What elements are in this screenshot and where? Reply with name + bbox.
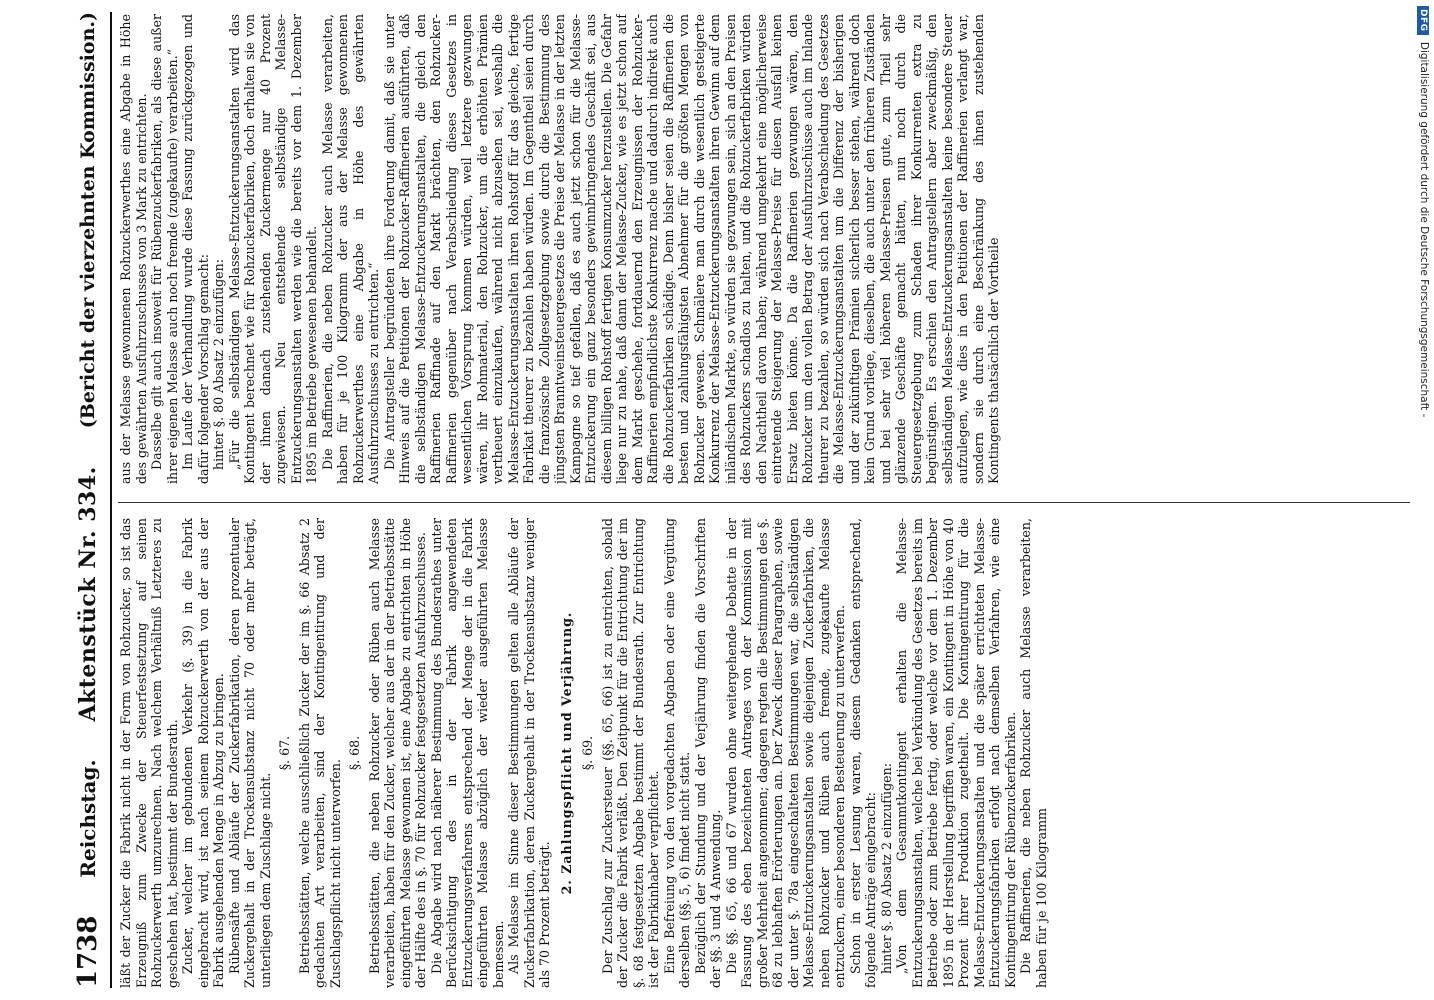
paragraph: Die Raffinerien, die neben Rohzucker auch Melasse verarbeiten, haben für je 100 Kilogramm der aus der Melasse gewonnenen Rohzuckerwerthes eine Abgabe in Höhe des gewährten Ausfuhrzuschusses zu entrichten.“ — [319, 14, 381, 484]
paragraph: „Für die selbständigen Melasse-Entzuckerungsanstalten wird das Kontingent berechnet wie für Rohzuckerfabriken, doch erhalten sie von der ihnen danach zustehenden Zuckermenge nur 40 Prozent zugewiesen. Neu entstehende selbständige Melasse-Entzuckerungsanstalten werden wie die bereits vor dem 1. Dezember 1895 im Betriebe gewesenen behandelt. — [226, 14, 319, 484]
paragraph: Im Laufe der Verhandlung wurde diese Fassung zurückgezogen und dafür folgender Vorschlag gemacht: — [180, 14, 211, 484]
paragraph: Der Zuschlag zur Zuckersteuer (§§. 65, 66) ist zu entrichten, sobald der Zucker die Fabrik verläßt. Den Zeitpunkt für die Entrichtung der im §. 68 festgesetzten Abgabe bestimmt der Bundesrath. Zur Entrichtung ist der Fabrikinhaber verpflichtet. — [599, 518, 661, 988]
paragraph: Betriebsstätten, welche ausschließlich Zucker der im §. 66 Absatz 2 gedachten Art verarbeiten, sind der Kontingentirung und der Zuschlagspflicht nicht unterworfen. — [296, 518, 343, 988]
page-number: 1738 — [73, 915, 103, 988]
dfg-logo: DFG — [1417, 6, 1429, 35]
paragraph: Zucker, welcher im gebundenen Verkehr (§. 39) in die Fabrik eingebracht wird, ist nach seinem Rohzuckerwerth von der aus der Fabrik ausgehenden Menge in Abzug zu bringen. — [180, 518, 226, 988]
paragraph: Die Raffinerien, die neben Rohzucker auch Melasse verarbeiten, haben für je 100 Kilogramm — [1018, 518, 1049, 988]
section-heading: §. 69. — [580, 735, 595, 771]
header-reichstag: Reichstag. — [76, 759, 100, 878]
chapter-heading: 2. Zahlungspflicht und Verjährung. — [558, 611, 574, 895]
paragraph: Die Abgabe wird nach näherer Bestimmung des Bundesrathes unter Berücksichtigung des in der Fabrik angewendeten Entzuckerungsverfahrens entsprechend der Menge der in die Fabrik eingeführten Melasse abzüglich der wieder ausgeführten Melasse bemessen. — [428, 518, 506, 988]
paragraph: Als Melasse im Sinne dieser Bestimmungen gelten alle Abläufe der Zuckerfabrikation, deren Zuckergehalt in der Trockensubstanz weniger als 70 Prozent beträgt. — [506, 518, 552, 988]
section-heading: §. 68. — [347, 735, 362, 771]
paragraph: hinter §. 80 Absatz 2 einzufügen: — [878, 763, 894, 974]
paragraph: hinter §. 80 Absatz 2 einzufügen: — [211, 259, 226, 470]
paragraph: aus der Melasse gewonnenen Rohzuckerwerthes eine Abgabe in Höhe des gewährten Ausfuhrzuschusses von 3 Mark zu entrichten. — [118, 14, 149, 484]
paragraph: „Von dem Gesammtkontingent erhalten die Melasse-Entzuckerungsanstalten, welche bei Verkündung des Gesetzes bereits im Betriebe oder zum Betriebe fertig, oder welche vor dem 1. Dezember 1895 in der Herstellung begriffen waren, ein Kontingent in Höhe von 40 Prozent ihrer Produktion zugetheilt. Die Kontingentirung für die Melasse-Entzuckerungsanstalten und die später errichteten Melasse-Entzuckerungsfabriken erfolgt nach demselben Verfahren, wie eine Kontingentirung der Rübenzuckerfabriken. — [894, 518, 1018, 988]
paragraph: Die §§. 65, 66 und 67 wurden ohne weitergehende Debatte in der Fassung des eben bezeichneten Antrages von der Kommission mit großer Mehrheit angenommen; dagegen regten die Bestimmungen des §. 68 zu lebhaften Erörterungen an. Der Zweck dieser Paragraphen, sowie der unter §. 78a eingeschalteten Bestimmungen war, die selbständigen Melasse-Entzuckerungsanstalten sowie diejenigen Zuckerfabriken, die neben Rohzucker und Rüben auch fremde, zugekaufte Melasse entzuckern, einer besonderen Besteuerung zu unterwerfen. — [723, 518, 847, 988]
column-divider — [118, 502, 1410, 503]
digitization-note-text: Digitalisierung gefördert durch die Deutsche Forschungsgemeinschaft - — [1418, 41, 1430, 418]
paragraph: Rübensäfte und Abläufe der Zuckerfabrikation, deren prozentualer Zuckergehalt in der Trockensubstanz nicht 70 oder mehr beträgt, unterliegen dem Zuschlage nicht. — [226, 518, 273, 988]
digitization-note — [1417, 6, 1430, 417]
left-text-column — [118, 518, 1410, 988]
paragraph: Betriebsstätten, die neben Rohzucker oder Rüben auch Melasse verarbeiten, haben für den Zucker, welcher aus der in der Betriebsstätte eingeführten Melasse gewonnen ist, eine Abgabe zu entrichten in Höhe der Hälfte des in §. 70 für Rohzucker festgesetzten Ausfuhrzuschusses. — [366, 518, 428, 988]
paragraph: Dasselbe gilt auch insoweit für Rübenzuckerfabriken, als diese außer ihrer eigenen Melasse auch noch fremde (zugekaufte) verarbeiten.“ — [149, 14, 180, 484]
paragraph: Eine Befreiung von den vorgedachten Abgaben oder eine Vergütung derselben (§§. 5, 6) findet nicht statt. — [661, 518, 692, 988]
section-heading: §. 67. — [277, 735, 292, 771]
rotated-document-page — [30, 0, 1420, 1000]
header-rule — [110, 12, 112, 988]
header-report-title: (Bericht der vierzehnten Kommission.) — [77, 12, 99, 429]
paragraph: Schon in erster Lesung waren, diesem Gedanken entsprechend, folgende Anträge eingebracht: — [847, 518, 878, 988]
right-text-column — [118, 14, 1410, 484]
paragraph: Die Antragsteller begründeten ihre Forderung damit, daß sie unter Hinweis auf die Petitionen der Rohzucker-Raffinerien ausführten, daß die selbständigen Melasse-Entzuckerungsanstalten, die gleich den Raffinerien Raffinade auf den Markt brächten, den Rohzucker-Raffinerien gegenüber nach Verabschiedung dieses Gesetzes in wesentlichen Vorsprung kommen würden, weil letztere gezwungen wären, ihr Rohmaterial, den Rohzucker, um die erhöhten Prämien vertheuert einzukaufen, während nicht abzusehen sei, weshalb die Melasse-Entzuckerungsanstalten ihren Rohstoff für das gleiche, fertige Fabrikat theurer zu bezahlen haben würden. Im Gegentheil seien durch die französische Zollgesetzgebung sowie durch die Bestimmung des jüngsten Branntweinsteuergesetzes die Preise der Melasse in der letzten Kampagne so tief gefallen, daß es auch jetzt schon für die Melasse-Entzuckerung ein ganz besonders gewinnbringendes Geschäft sei, aus diesem billigen Rohstoff fertigen Konsumzucker herzustellen. Die Gefahr liege nur zu nahe, daß dann der Melasse-Zucker, wie es jetzt schon auf dem Markt geschehe, fortdauernd den Erzeugnissen der Rohzucker-Raffinerien empfindlichste Konkurrenz mache und dadurch indirekt auch die Rohzuckerfabriken schädige. Denn bisher seien die Raffinerien die besten und zahlungsfähigsten Abnehmer für die größten Mengen von Rohzucker gewesen. Schmälere man durch die wesentlich gesteigerte Konkurrenz der Melasse-Entzuckerungsanstalten ihren Gewinn auf dem inländischen Markte, so würden sie gezwungen sein, sich an den Preisen des Rohzuckers schadlos zu halten, und die Rohzuckerfabriken würden den Nachtheil davon haben; während umgekehrt eine möglicherweise eintretende Steigerung der Melasse-Preise für diesen Ausfall keinen Ersatz bieten könne. Da die Raffinerien gezwungen wären, den Rohzucker um den vollen Betrag der Ausfuhrzuschüsse auch im Inlande theurer zu bezahlen, so würden sich nach Verabschiedung des Gesetzes die Melasse-Entzuckerungsanstalten um die Differenz der bisherigen und der zukünftigen Prämien sicherlich besser stehen, während doch kein Grund vorliege, dieselben, die auch unter den früheren Zuständen und bei sehr viel höheren Melasse-Preisen gute, zum Theil sehr glänzende Geschäfte gemacht hätten, nun noch durch die Steuergesetzgebung zum Schaden ihrer Konkurrenten extra zu begünstigen. Es erschien den Antragstellern aber zweckmäßig, den selbständigen Melasse-Entzuckerungsanstalten keine besondere Steuer aufzulegen, wie dies in den Petitionen der Raffinerien verlangt war, sondern sie durch eine Beschränkung des ihnen zustehenden Kontingents thatsächlich der Vortheile — [381, 14, 1001, 484]
paragraph: läßt der Zucker die Fabrik nicht in der Form von Rohzucker, so ist das Erzeugniß zum Zwecke der Steuerfestsetzung auf seinen Rohzuckerwerth umzurechnen. Nach welchem Verhältniß Letzteres zu geschehen hat, bestimmt der Bundesrath. — [118, 518, 180, 988]
paragraph: Bezüglich der Stundung und der Verjährung finden die Vorschriften der §§. 3 und 4 Anwendung. — [692, 518, 723, 988]
header-document-number: Aktenstück Nr. 334. — [75, 466, 101, 722]
page-header — [70, 12, 106, 988]
